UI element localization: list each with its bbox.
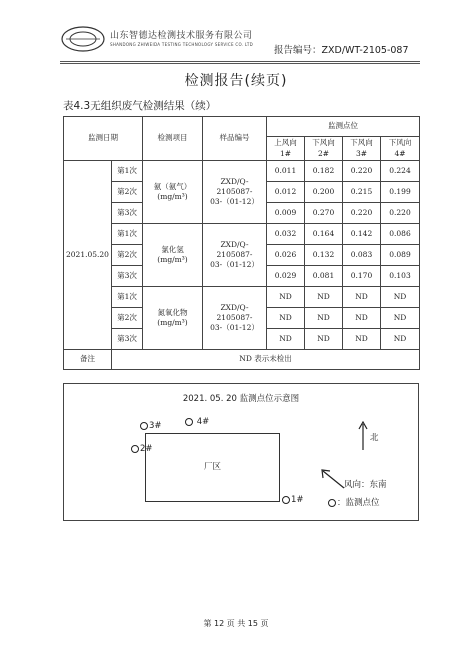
header-points: 监测点位 bbox=[267, 117, 420, 137]
run-label: 第2次 bbox=[112, 308, 143, 329]
test-item: 氨（氨气） (mg/m³) bbox=[143, 161, 203, 224]
run-label: 第1次 bbox=[112, 224, 143, 245]
value-cell: 0.012 bbox=[267, 182, 305, 203]
remark-row bbox=[64, 350, 420, 370]
value-cell: 0.009 bbox=[267, 203, 305, 224]
value-cell: 0.182 bbox=[305, 161, 343, 182]
page-title: 检测报告(续页) bbox=[184, 73, 288, 89]
value-cell: 0.083 bbox=[343, 245, 381, 266]
value-cell: 0.220 bbox=[381, 203, 420, 224]
sample-id: ZXD/Q-2105087- 03-（01-12） bbox=[203, 161, 267, 224]
run-label: 第2次 bbox=[112, 182, 143, 203]
value-cell: 0.142 bbox=[343, 224, 381, 245]
value-cell: ND bbox=[343, 308, 381, 329]
value-cell: ND bbox=[305, 308, 343, 329]
point-marker-icon bbox=[131, 445, 139, 453]
value-cell: 0.089 bbox=[381, 245, 420, 266]
value-cell: 0.220 bbox=[343, 203, 381, 224]
report-number: 报告编号：ZXD/WT-2105-087 bbox=[274, 45, 409, 56]
plant-area-label: 厂区 bbox=[203, 462, 221, 472]
header-item: 检测项目 bbox=[143, 117, 203, 161]
value-cell: 0.224 bbox=[381, 161, 420, 182]
value-cell: ND bbox=[343, 329, 381, 350]
monitoring-point-diagram bbox=[63, 383, 419, 521]
table-row bbox=[64, 287, 420, 308]
company-name-cn: 山东智德达检测技术服务有限公司 bbox=[110, 31, 253, 41]
results-table bbox=[63, 116, 420, 370]
run-label: 第3次 bbox=[112, 329, 143, 350]
value-cell: ND bbox=[267, 287, 305, 308]
point-2: 2# bbox=[131, 444, 153, 454]
point-marker-icon bbox=[185, 418, 193, 426]
value-cell: 0.011 bbox=[267, 161, 305, 182]
point-4: 4# bbox=[185, 417, 209, 427]
value-cell: ND bbox=[267, 308, 305, 329]
north-arrow-icon bbox=[357, 421, 369, 451]
test-item: 氯化氢 (mg/m³) bbox=[143, 224, 203, 287]
run-label: 第3次 bbox=[112, 266, 143, 287]
table-caption: 表4.3无组织废气检测结果（续） bbox=[63, 100, 217, 112]
company-name-en: SHANDONG ZHIWEIDA TESTING TECHNOLOGY SERVICE CO. LTD bbox=[110, 42, 253, 47]
value-cell: 0.220 bbox=[343, 161, 381, 182]
header-divider-2 bbox=[60, 63, 420, 64]
run-label: 第3次 bbox=[112, 203, 143, 224]
value-cell: ND bbox=[381, 329, 420, 350]
run-label: 第1次 bbox=[112, 287, 143, 308]
sample-id: ZXD/Q-2105087- 03-（01-12） bbox=[203, 287, 267, 350]
legend: ：监测点位 bbox=[328, 496, 380, 508]
table-row bbox=[64, 161, 420, 182]
monitoring-date: 2021.05.20 bbox=[64, 161, 112, 350]
value-cell: 0.032 bbox=[267, 224, 305, 245]
value-cell: 0.086 bbox=[381, 224, 420, 245]
page-number: 第 12 页 共 15 页 bbox=[203, 619, 269, 628]
north-label: 北 bbox=[370, 433, 379, 443]
header-point-1: 上风向 1# bbox=[267, 137, 305, 161]
point-marker-icon bbox=[282, 496, 290, 504]
value-cell: 0.215 bbox=[343, 182, 381, 203]
value-cell: 0.132 bbox=[305, 245, 343, 266]
wind-direction-arrow-icon bbox=[320, 468, 346, 490]
point-1: 1# bbox=[282, 495, 304, 505]
header-sample: 样品编号 bbox=[203, 117, 267, 161]
header-date: 监测日期 bbox=[64, 117, 143, 161]
run-label: 第2次 bbox=[112, 245, 143, 266]
value-cell: 0.200 bbox=[305, 182, 343, 203]
sample-id: ZXD/Q-2105087- 03-（01-12） bbox=[203, 224, 267, 287]
value-cell: 0.199 bbox=[381, 182, 420, 203]
point-3: 3# bbox=[140, 421, 162, 431]
value-cell: 0.164 bbox=[305, 224, 343, 245]
value-cell: ND bbox=[305, 287, 343, 308]
header-point-4: 下风向 4# bbox=[381, 137, 420, 161]
value-cell: 0.081 bbox=[305, 266, 343, 287]
value-cell: 0.103 bbox=[381, 266, 420, 287]
remark-label: 备注 bbox=[64, 350, 112, 370]
report-header bbox=[60, 22, 430, 62]
value-cell: 0.270 bbox=[305, 203, 343, 224]
value-cell: 0.170 bbox=[343, 266, 381, 287]
value-cell: ND bbox=[381, 287, 420, 308]
value-cell: ND bbox=[305, 329, 343, 350]
point-marker-icon bbox=[140, 422, 148, 430]
point-marker-icon bbox=[328, 499, 336, 507]
value-cell: ND bbox=[267, 329, 305, 350]
remark-text: ND 表示未检出 bbox=[112, 350, 420, 370]
value-cell: 0.026 bbox=[267, 245, 305, 266]
plant-area bbox=[145, 433, 280, 502]
header-point-2: 下风向 2# bbox=[305, 137, 343, 161]
company-logo bbox=[60, 24, 106, 54]
diagram-title: 2021. 05. 20 监测点位示意图 bbox=[182, 394, 300, 404]
run-label: 第1次 bbox=[112, 161, 143, 182]
table-row bbox=[64, 224, 420, 245]
value-cell: ND bbox=[343, 287, 381, 308]
value-cell: ND bbox=[381, 308, 420, 329]
test-item: 氮氧化物 (mg/m³) bbox=[143, 287, 203, 350]
value-cell: 0.029 bbox=[267, 266, 305, 287]
wind-direction-label: 风向：东南 bbox=[344, 480, 387, 490]
header-point-3: 下风向 3# bbox=[343, 137, 381, 161]
header-divider bbox=[60, 61, 420, 62]
